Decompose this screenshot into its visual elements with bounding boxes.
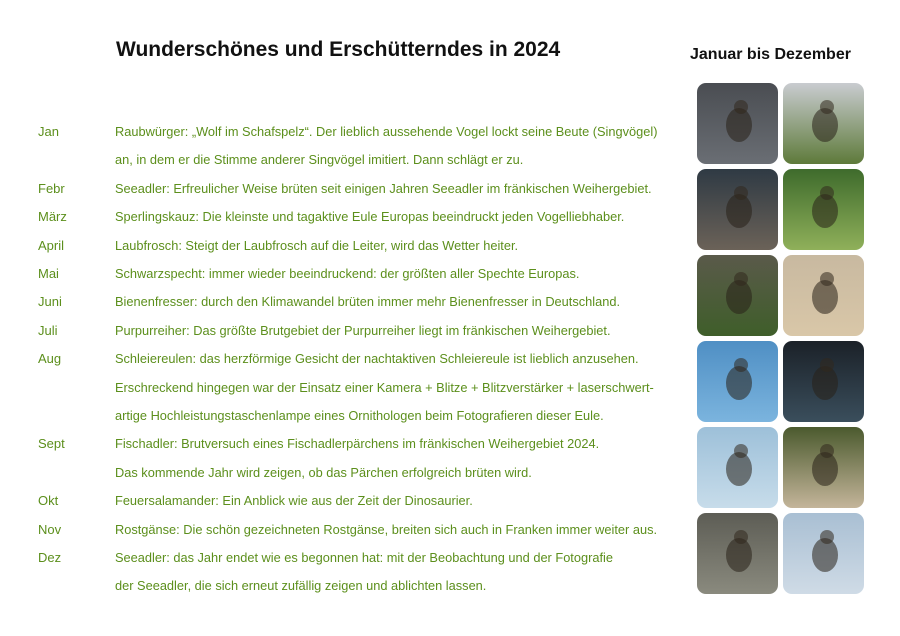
purple-heron-photo [697, 341, 778, 422]
list-item [0, 572, 690, 600]
entry-text: Das kommende Jahr wird zeigen, ob das Pärchen erfolgreich brüten wird. [115, 464, 532, 480]
entry-text: an, in dem er die Stimme anderer Singvögel imitiert. Dann schlägt er zu. [115, 152, 524, 168]
list-item [0, 203, 690, 231]
list-item [0, 260, 690, 288]
month-label: März [38, 209, 67, 225]
month-label: Nov [38, 521, 62, 537]
entry-text: Bienenfresser: durch den Klimawandel brüten immer mehr Bienenfresser in Deutschland. [115, 294, 621, 310]
tree-frog-photo [783, 169, 864, 250]
entry-text: Rostgänse: Die schön gezeichneten Rostgänse, breiten sich auch in Franken immer weiter aus. [115, 521, 658, 537]
entry-text: Purpurreiher: Das größte Brutgebiet der Purpurreiher liegt im fränkischen Weihergebiet. [115, 322, 611, 338]
entry-text: artige Hochleistungstaschenlampe eines Ornithologen beim Fotografieren dieser Eule. [115, 408, 604, 423]
list-item [0, 487, 690, 515]
list-item [0, 118, 690, 146]
entry-text: Feuersalamander: Ein Anblick wie aus der Zeit der Dinosaurier. [115, 493, 473, 509]
date-range-subtitle: Januar bis Dezember [690, 46, 851, 63]
month-label: Febr [38, 180, 65, 196]
month-label: Juni [38, 294, 62, 310]
entry-text: Erschreckend hingegen war der Einsatz einer Kamera + Blitze + Blitzverstärker + laserschwert- [115, 379, 654, 395]
entry-text: Raubwürger: „Wolf im Schafspelz“. Der lieblich aussehende Vogel lockt seine Beute (Singvögel) [115, 124, 658, 139]
entry-text: Laubfrosch: Steigt der Laubfrosch auf die Leiter, wird das Wetter heiter. [115, 237, 519, 253]
barn-owl-night-photo [783, 341, 864, 422]
list-item [0, 544, 690, 572]
month-label: Dez [38, 550, 62, 565]
list-item [0, 317, 690, 345]
fire-salamander-photo [783, 427, 864, 508]
month-label: April [38, 237, 65, 253]
list-item [0, 516, 690, 544]
month-label: Juli [38, 322, 58, 338]
pygmy-owl-photo [697, 169, 778, 250]
list-item [0, 345, 690, 373]
month-label: Sept [38, 436, 65, 452]
entry-text: Seeadler: Erfreulicher Weise brüten seit einigen Jahren Seeadler im fränkischen Weihergebiet. [115, 180, 652, 196]
bee-eater-photo [783, 255, 864, 336]
list-item [0, 232, 690, 260]
list-item [0, 146, 690, 174]
entry-text: Seeadler: das Jahr endet wie es begonnen hat: mit der Beobachtung und der Fotografie [115, 550, 613, 565]
photo-grid [697, 83, 865, 595]
white-tailed-eagle-flight-photo [783, 513, 864, 594]
entry-text: Schwarzspecht: immer wieder beeindruckend: der größten aller Spechte Europas. [115, 266, 580, 281]
entry-text: Fischadler: Brutversuch eines Fischadlerpärchens im fränkischen Weihergebiet 2024. [115, 436, 600, 452]
black-woodpecker-photo [697, 255, 778, 336]
month-label: Aug [38, 351, 62, 367]
entry-text: Sperlingskauz: Die kleinste und tagaktive Eule Europas beeindruckt jeden Vogelliebhaber. [115, 209, 625, 225]
osprey-pair-photo [697, 427, 778, 508]
month-label: Okt [38, 493, 59, 509]
great-grey-shrike-photo [697, 83, 778, 164]
list-item [0, 288, 690, 316]
entry-text: Schleiereulen: das herzförmige Gesicht der nachtaktiven Schleiereule ist lieblich anzusehen. [115, 351, 639, 367]
white-tailed-eagle-photo [783, 83, 864, 164]
month-label: Jan [38, 124, 59, 139]
entry-text: der Seeadler, die sich erneut zufällig zeigen und ablichten lassen. [115, 578, 487, 594]
ruddy-shelduck-photo [697, 513, 778, 594]
list-item [0, 374, 690, 402]
month-label: Mai [38, 266, 59, 281]
page-title: Wunderschönes und Erschütterndes in 2024 [116, 38, 561, 61]
list-item [0, 430, 690, 458]
list-item [0, 459, 690, 487]
list-item [0, 175, 690, 203]
list-item [0, 402, 690, 430]
